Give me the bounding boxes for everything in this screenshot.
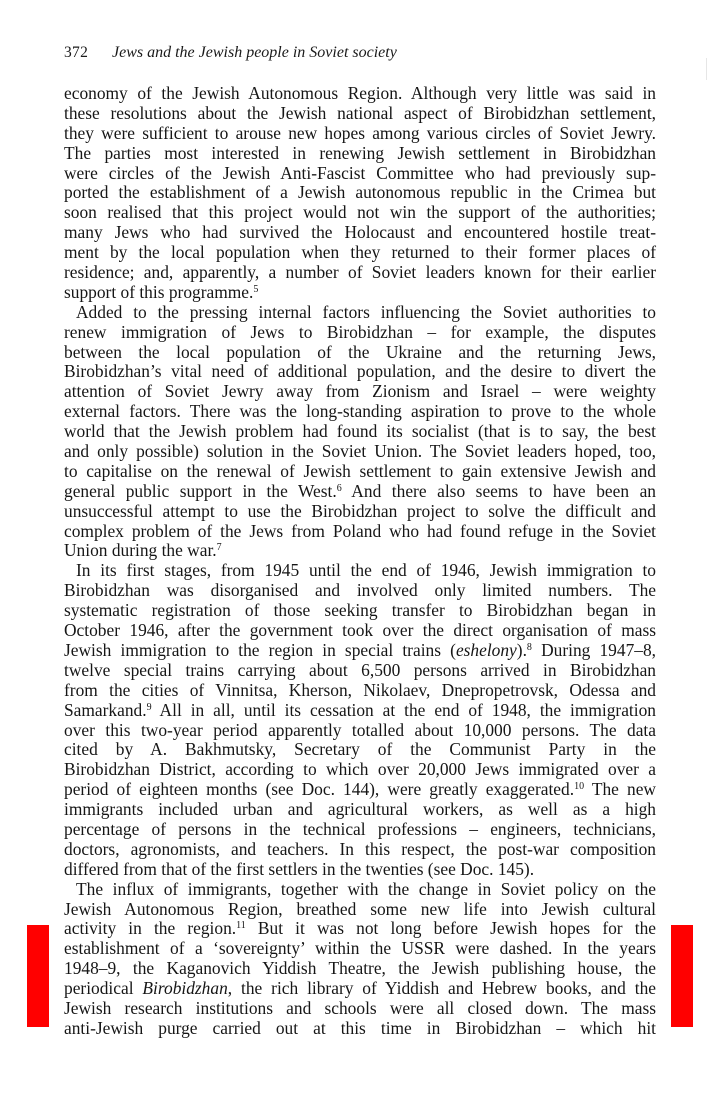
text-run: complex problem of the Jews from Poland who had found refuge in the Soviet xyxy=(64,520,656,541)
paragraph xyxy=(64,303,656,562)
text-run: Jewish Autonomous Region, breathed some new life into Jewish cultural xyxy=(64,898,656,919)
text-line xyxy=(64,1019,656,1039)
text-run: Birobidzhan was disorganised and involved only limited numbers. The xyxy=(64,580,656,601)
text-line xyxy=(64,362,656,382)
text-line xyxy=(64,760,656,780)
text-run: these resolutions about the Jewish national aspect of Birobidzhan settlement, xyxy=(64,102,656,123)
text-run: , the rich library of Yiddish and Hebrew books, and the xyxy=(227,978,656,999)
text-run: But it was not long before Jewish hopes for the xyxy=(245,918,656,939)
highlight-bar-left xyxy=(27,925,49,1027)
text-run: Samarkand. xyxy=(64,699,147,720)
text-run: In its first stages, from 1945 until the end of 1946, Jewish immigration to xyxy=(76,560,656,581)
text-line xyxy=(64,621,656,641)
text-line xyxy=(64,482,656,502)
text-run: Union during the war. xyxy=(64,540,217,561)
text-line xyxy=(64,740,656,760)
text-line xyxy=(64,979,656,999)
text-run: The influx of immigrants, together with the change in Soviet policy on the xyxy=(76,878,656,899)
text-run: immigrants included urban and agricultural workers, as well as a high xyxy=(64,799,656,820)
text-line xyxy=(64,522,656,542)
paragraph xyxy=(64,561,656,879)
text-run: 1948–9, the Kaganovich Yiddish Theatre, the Jewish publishing house, the xyxy=(64,958,656,979)
text-line xyxy=(64,820,656,840)
text-line xyxy=(64,880,656,900)
text-run: doctors, agronomists, and teachers. In this respect, the post-war composition xyxy=(64,838,656,859)
text-run: period of eighteen months (see Doc. 144), were greatly exaggerated. xyxy=(64,779,575,800)
text-line xyxy=(64,999,656,1019)
text-run: and only possible) solution in the Soviet Union. The Soviet leaders hoped, too, xyxy=(64,441,656,462)
text-line xyxy=(64,442,656,462)
text-line xyxy=(64,462,656,482)
text-line xyxy=(64,402,656,422)
text-run: activity in the region. xyxy=(64,918,237,939)
footnote-ref: 5 xyxy=(253,283,259,295)
text-run: general public support in the West. xyxy=(64,480,337,501)
running-title: Jews and the Jewish people in Soviet society xyxy=(112,44,397,61)
text-line xyxy=(64,561,656,581)
text-run: establishment of a ‘sovereignty’ within the USSR were dashed. In the years xyxy=(64,938,656,959)
highlight-bar-right xyxy=(671,925,693,1027)
text-run: anti-Jewish purge carried out at this time in Birobidzhan – which hit xyxy=(64,1017,656,1038)
text-run: systematic registration of those seeking transfer to Birobidzhan began in xyxy=(64,600,656,621)
text-run: ment by the local population when they returned to their former places of xyxy=(64,242,656,263)
text-line xyxy=(64,183,656,203)
body-text xyxy=(64,84,656,1039)
footnote-ref: 10 xyxy=(574,781,585,793)
paragraph xyxy=(64,880,656,1039)
text-run: were circles of the Jewish Anti-Fascist Committee who had previously sup- xyxy=(64,162,656,183)
footnote-ref: 9 xyxy=(146,701,152,713)
text-line xyxy=(64,164,656,184)
text-run: percentage of persons in the technical professions – engineers, technicians, xyxy=(64,818,656,839)
text-line xyxy=(64,223,656,243)
text-line xyxy=(64,283,656,303)
text-line xyxy=(64,860,656,880)
text-run: And there also seems to have been an xyxy=(341,480,656,501)
running-head xyxy=(64,44,397,66)
text-run: Birobidzhan’s vital need of additional population, and the desire to divert the xyxy=(64,361,656,382)
text-run: The new xyxy=(584,779,656,800)
text-run: from the cities of Vinnitsa, Kherson, Nikolaev, Dnepropetrovsk, Odessa and xyxy=(64,679,656,700)
text-run: The parties most interested in renewing Jewish settlement in Birobidzhan xyxy=(64,142,656,163)
text-run: between the local population of the Ukraine and the returning Jews, xyxy=(64,341,656,362)
paragraph xyxy=(64,84,656,303)
text-run: renew immigration of Jews to Birobidzhan – for example, the disputes xyxy=(64,321,656,342)
text-line xyxy=(64,919,656,939)
text-run: over this two-year period apparently totalled about 10,000 persons. The data xyxy=(64,719,656,740)
footnote-ref: 8 xyxy=(526,641,532,653)
footnote-ref: 7 xyxy=(216,542,222,554)
text-run: ported the establishment of a Jewish autonomous republic in the Crimea but xyxy=(64,182,656,203)
text-line xyxy=(64,581,656,601)
footnote-ref: 11 xyxy=(236,920,246,932)
text-run: Added to the pressing internal factors influencing the Soviet authorities to xyxy=(76,301,656,322)
scan-edge-mark xyxy=(706,58,707,80)
text-run: to capitalise on the renewal of Jewish settlement to gain extensive Jewish and xyxy=(64,460,656,481)
text-run: twelve special trains carrying about 6,500 persons arrived in Birobidzhan xyxy=(64,659,656,680)
italic-term: Birobidzhan xyxy=(142,978,228,999)
text-line xyxy=(64,641,656,661)
text-run: differed from that of the first settlers in the twenties (see Doc. 145). xyxy=(64,858,535,879)
text-run: unsuccessful attempt to use the Birobidzhan project to solve the difficult and xyxy=(64,500,656,521)
text-line xyxy=(64,303,656,323)
text-line xyxy=(64,681,656,701)
text-line xyxy=(64,422,656,442)
text-run: Jewish research institutions and schools were all closed down. The mass xyxy=(64,997,656,1018)
text-run: October 1946, after the government took over the direct organisation of mass xyxy=(64,620,656,641)
text-line xyxy=(64,661,656,681)
page-number: 372 xyxy=(64,44,89,61)
text-line xyxy=(64,343,656,363)
text-line xyxy=(64,800,656,820)
text-run: residence; and, apparently, a number of Soviet leaders known for their earlier xyxy=(64,262,656,283)
text-line xyxy=(64,502,656,522)
italic-term: eshelony xyxy=(455,639,517,660)
text-line xyxy=(64,840,656,860)
footnote-ref: 6 xyxy=(336,482,342,494)
text-run: they were sufficient to arouse new hopes among various circles of Soviet Jewry. xyxy=(64,122,656,143)
text-line xyxy=(64,601,656,621)
text-line xyxy=(64,382,656,402)
text-line xyxy=(64,541,656,561)
text-line xyxy=(64,104,656,124)
text-line xyxy=(64,124,656,144)
text-run: cited by A. Bakhmutsky, Secretary of the Communist Party in the xyxy=(64,739,656,760)
text-run: soon realised that this project would not win the support of the authorities; xyxy=(64,202,656,223)
text-line xyxy=(64,144,656,164)
text-line xyxy=(64,959,656,979)
text-line xyxy=(64,323,656,343)
text-line xyxy=(64,780,656,800)
text-line xyxy=(64,701,656,721)
text-run: economy of the Jewish Autonomous Region. Although very little was said in xyxy=(64,83,656,103)
text-run: attention of Soviet Jewry away from Zionism and Israel – were weighty xyxy=(64,381,656,402)
text-run: support of this programme. xyxy=(64,281,254,302)
text-run: Jewish immigration to the region in special trains ( xyxy=(64,639,456,660)
text-run: ). xyxy=(516,639,527,660)
text-run: world that the Jewish problem had found its socialist (that is to say, the best xyxy=(64,421,656,442)
text-line xyxy=(64,939,656,959)
text-run: All in all, until its cessation at the end of 1948, the immigration xyxy=(151,699,656,720)
text-run: During 1947–8, xyxy=(531,639,657,660)
text-line xyxy=(64,84,656,104)
text-line xyxy=(64,243,656,263)
text-run: many Jews who had survived the Holocaust and encountered hostile treat- xyxy=(64,222,656,243)
text-run: periodical xyxy=(64,978,143,999)
text-line xyxy=(64,900,656,920)
text-line xyxy=(64,721,656,741)
text-line xyxy=(64,263,656,283)
text-run: external factors. There was the long-standing aspiration to prove to the whole xyxy=(64,401,656,422)
text-line xyxy=(64,203,656,223)
text-run: Birobidzhan District, according to which over 20,000 Jews immigrated over a xyxy=(64,759,656,780)
